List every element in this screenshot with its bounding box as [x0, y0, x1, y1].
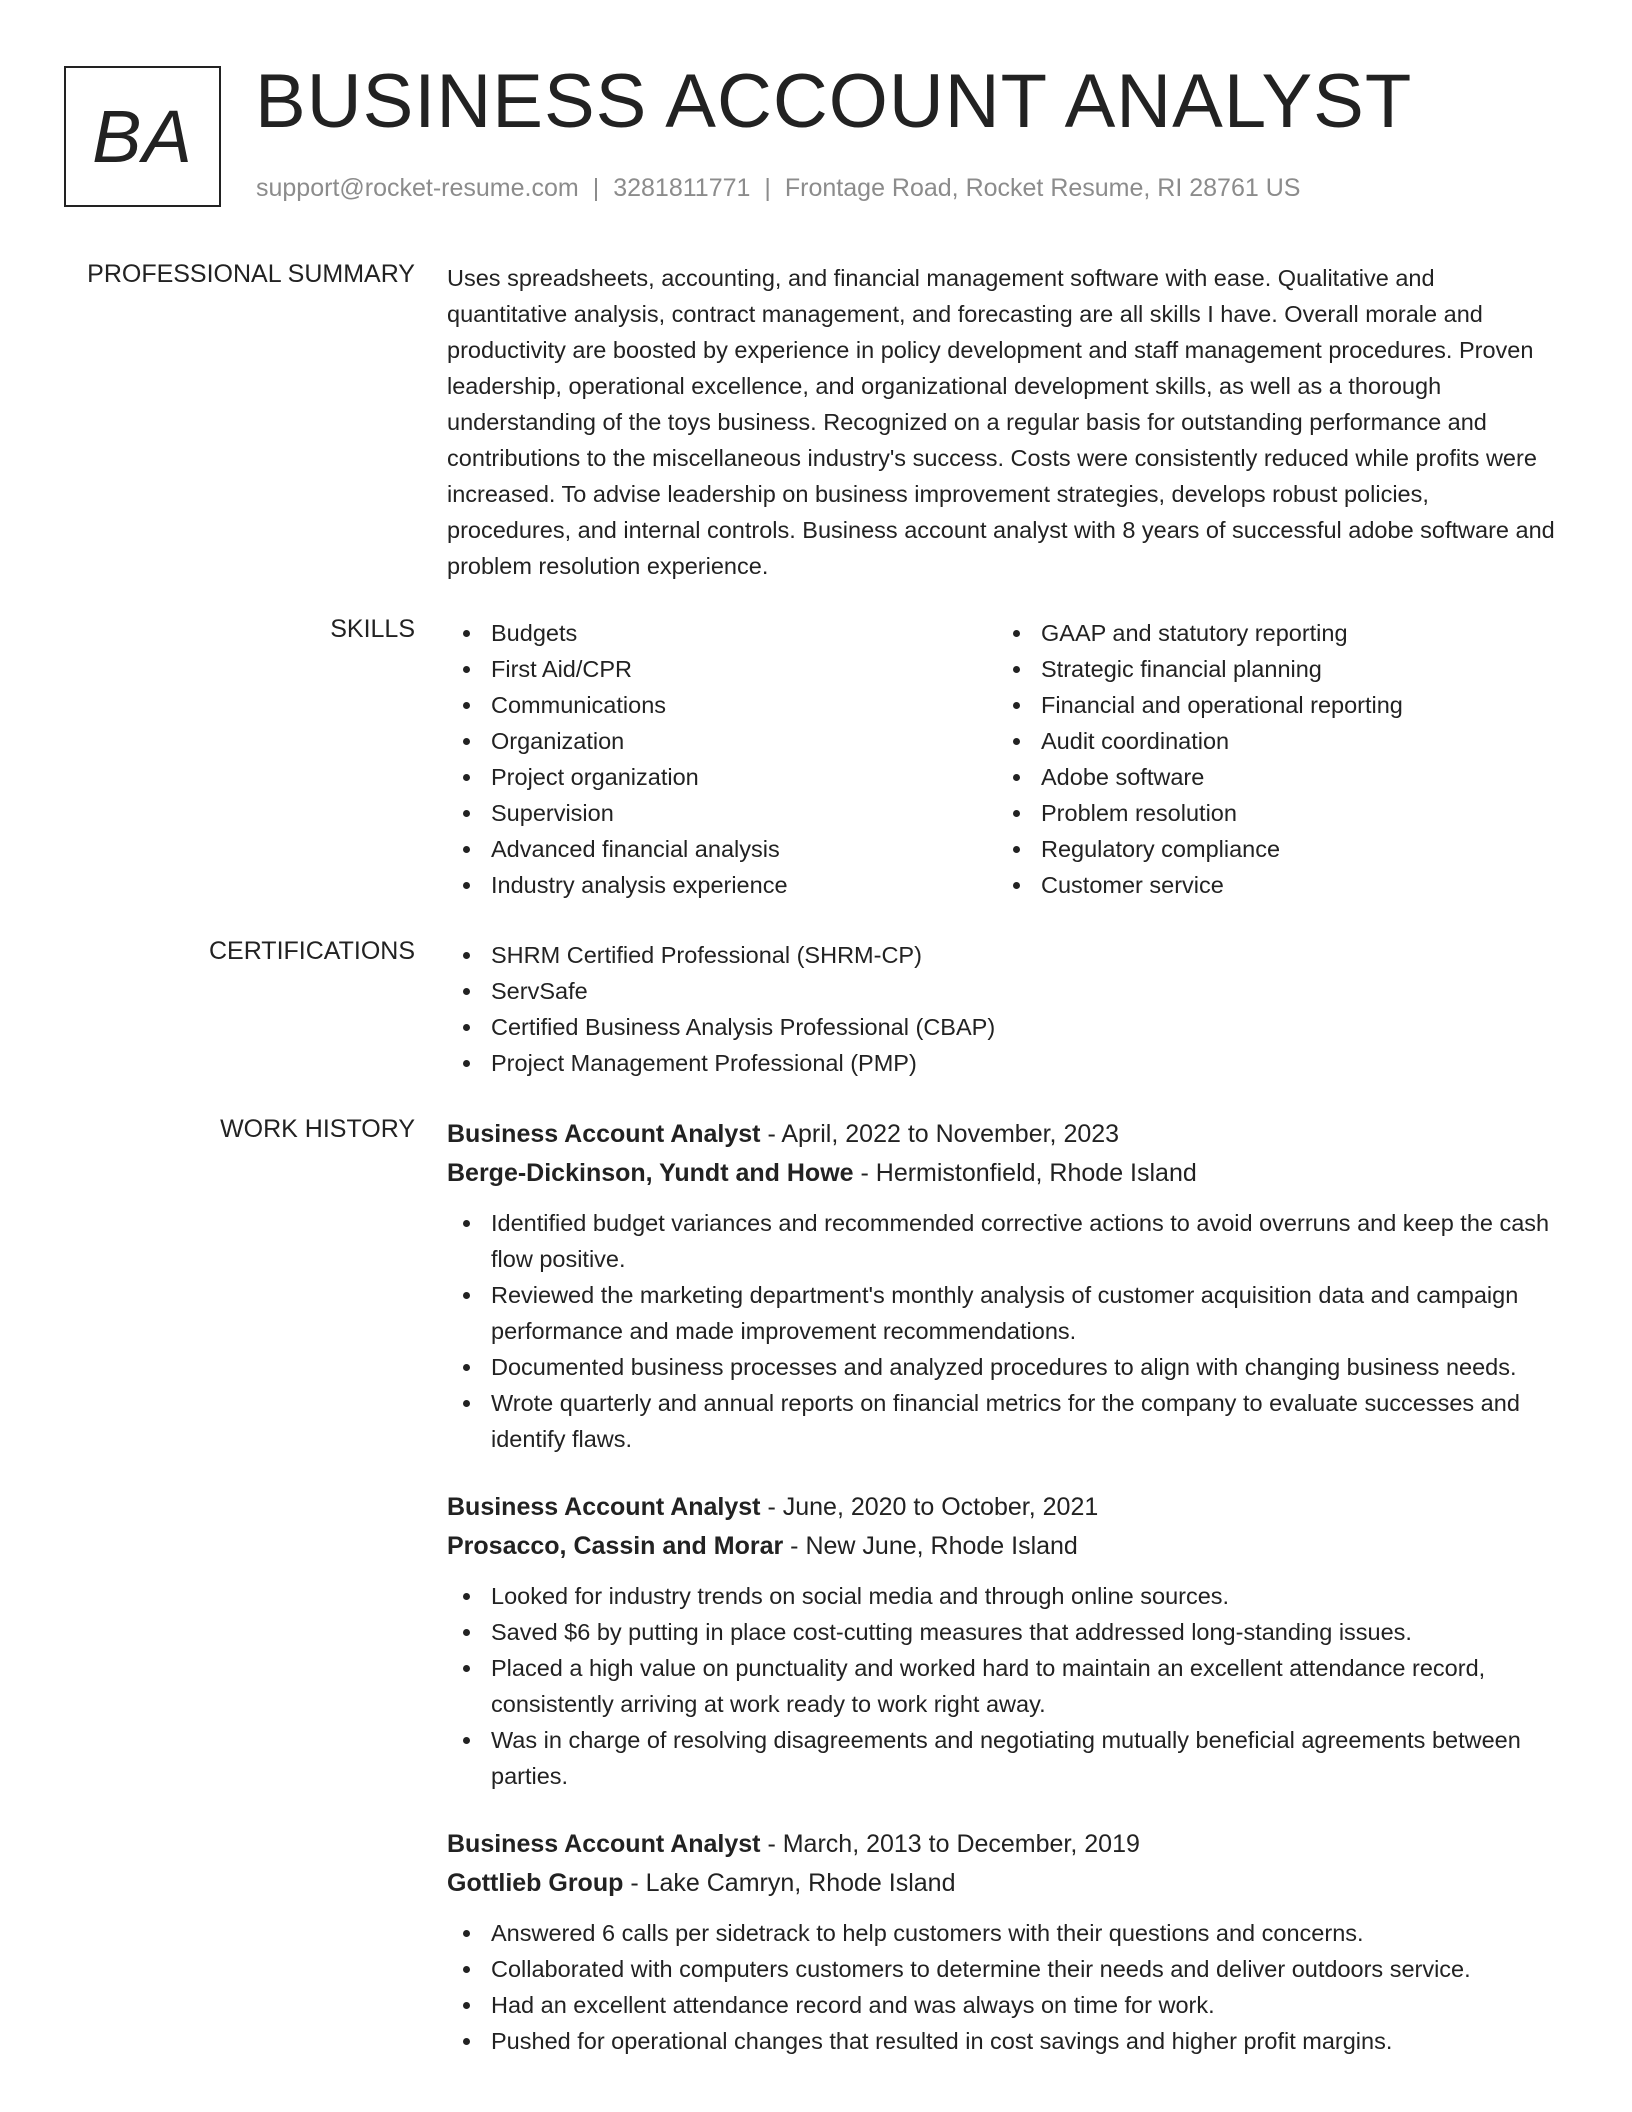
skill-item: Supervision [447, 795, 997, 831]
summary-body [447, 260, 1557, 584]
contact-email: support@rocket-resume.com [256, 174, 579, 202]
certifications-list [447, 937, 1557, 1081]
job-company-line [447, 1864, 1557, 1903]
job-company-line [447, 1527, 1557, 1566]
job-dates: - June, 2020 to October, 2021 [760, 1493, 1099, 1521]
job-bullets [447, 1578, 1557, 1794]
skill-item: Organization [447, 723, 997, 759]
certification-item: Certified Business Analysis Professional (CBAP) [447, 1009, 1557, 1045]
job-bullet: Had an excellent attendance record and was always on time for work. [447, 1987, 1557, 2023]
work-history-body [447, 1115, 1557, 2059]
job-company-line [447, 1154, 1557, 1193]
skill-item: Project organization [447, 759, 997, 795]
skill-item: Strategic financial planning [997, 651, 1547, 687]
job-title-line [447, 1115, 1557, 1154]
job-location: - New June, Rhode Island [783, 1532, 1078, 1560]
contact-address: Frontage Road, Rocket Resume, RI 28761 US [784, 174, 1301, 202]
skills-body [447, 615, 1557, 903]
certification-item: Project Management Professional (PMP) [447, 1045, 1557, 1081]
job-location: - Lake Camryn, Rhode Island [623, 1869, 956, 1897]
skill-item: Customer service [997, 867, 1547, 903]
monogram: BA [64, 66, 221, 207]
job-bullet: Looked for industry trends on social media and through online sources. [447, 1578, 1557, 1614]
summary-heading: PROFESSIONAL SUMMARY [87, 260, 415, 288]
skills-list-right [997, 615, 1547, 903]
job-title-line [447, 1825, 1557, 1864]
job-company: Prosacco, Cassin and Morar [447, 1532, 784, 1560]
job-bullet: Wrote quarterly and annual reports on financial metrics for the company to evaluate successes and identify flaws. [447, 1385, 1557, 1457]
job-bullets [447, 1205, 1557, 1457]
skill-item: Industry analysis experience [447, 867, 997, 903]
job-title: Business Account Analyst [447, 1493, 761, 1521]
job-bullet: Was in charge of resolving disagreements and negotiating mutually beneficial agreements between parties. [447, 1722, 1557, 1794]
skill-item: Communications [447, 687, 997, 723]
job-bullet: Documented business processes and analyzed procedures to align with changing business needs. [447, 1349, 1557, 1385]
job-dates: - April, 2022 to November, 2023 [760, 1120, 1120, 1148]
skill-item: Audit coordination [997, 723, 1547, 759]
job-title: Business Account Analyst [447, 1830, 761, 1858]
job-company: Berge-Dickinson, Yundt and Howe [447, 1159, 854, 1187]
contact-separator: | [764, 174, 771, 202]
certifications-body [447, 937, 1557, 1081]
skill-item: Adobe software [997, 759, 1547, 795]
job-bullet: Answered 6 calls per sidetrack to help customers with their questions and concerns. [447, 1915, 1557, 1951]
contact-separator: | [592, 174, 600, 202]
skill-item: Advanced financial analysis [447, 831, 997, 867]
job-location: - Hermistonfield, Rhode Island [853, 1159, 1197, 1187]
job-bullet: Collaborated with computers customers to determine their needs and deliver outdoors service. [447, 1951, 1557, 1987]
skills-list-left [447, 615, 997, 903]
job-title-line [447, 1488, 1557, 1527]
skill-item: Regulatory compliance [997, 831, 1547, 867]
skill-item: First Aid/CPR [447, 651, 997, 687]
contact-line [256, 174, 1300, 203]
certification-item: SHRM Certified Professional (SHRM-CP) [447, 937, 1557, 973]
job-bullet: Saved $6 by putting in place cost-cutting measures that addressed long-standing issues. [447, 1614, 1557, 1650]
job-title: Business Account Analyst [447, 1120, 761, 1148]
job-dates: - March, 2013 to December, 2019 [760, 1830, 1140, 1858]
job-bullet: Reviewed the marketing department's monthly analysis of customer acquisition data and campaign performance and made improvement recommendations. [447, 1277, 1557, 1349]
skill-item: GAAP and statutory reporting [997, 615, 1547, 651]
job-entry [447, 1825, 1557, 2059]
certifications-heading: CERTIFICATIONS [208, 937, 415, 965]
work-history-heading: WORK HISTORY [220, 1115, 415, 1143]
job-company: Gottlieb Group [447, 1869, 624, 1897]
skill-item: Budgets [447, 615, 997, 651]
job-entry [447, 1488, 1557, 1794]
job-bullets [447, 1915, 1557, 2059]
contact-phone: 3281811771 [613, 174, 751, 202]
summary-text: Uses spreadsheets, accounting, and financial management software with ease. Qualitative and quantitative analysis, contract management, and forecasting are all skills I have. Overall morale and productivity are boosted by experience in policy development and staff management procedures. Proven leadership, operational excellence, and organizational development skills, as well as a thorough understanding of the toys business. Recognized on a regular basis for outstanding performance and contributions to the miscellaneous industry's success. Costs were consistently reduced while profits were increased. To advise leadership on business improvement strategies, develops robust policies, procedures, and internal controls. Business account analyst with 8 years of successful adobe software and problem resolution experience. [447, 265, 1555, 579]
skills-heading: SKILLS [330, 615, 415, 643]
job-bullet: Placed a high value on punctuality and worked hard to maintain an excellent attendance record, consistently arriving at work ready to work right away. [447, 1650, 1557, 1722]
job-bullet: Identified budget variances and recommended corrective actions to avoid overruns and keep the cash flow positive. [447, 1205, 1557, 1277]
page-title: BUSINESS ACCOUNT ANALYST [255, 59, 1413, 144]
job-entry [447, 1115, 1557, 1457]
certification-item: ServSafe [447, 973, 1557, 1009]
job-bullet: Pushed for operational changes that resulted in cost savings and higher profit margins. [447, 2023, 1557, 2059]
skill-item: Financial and operational reporting [997, 687, 1547, 723]
skill-item: Problem resolution [997, 795, 1547, 831]
